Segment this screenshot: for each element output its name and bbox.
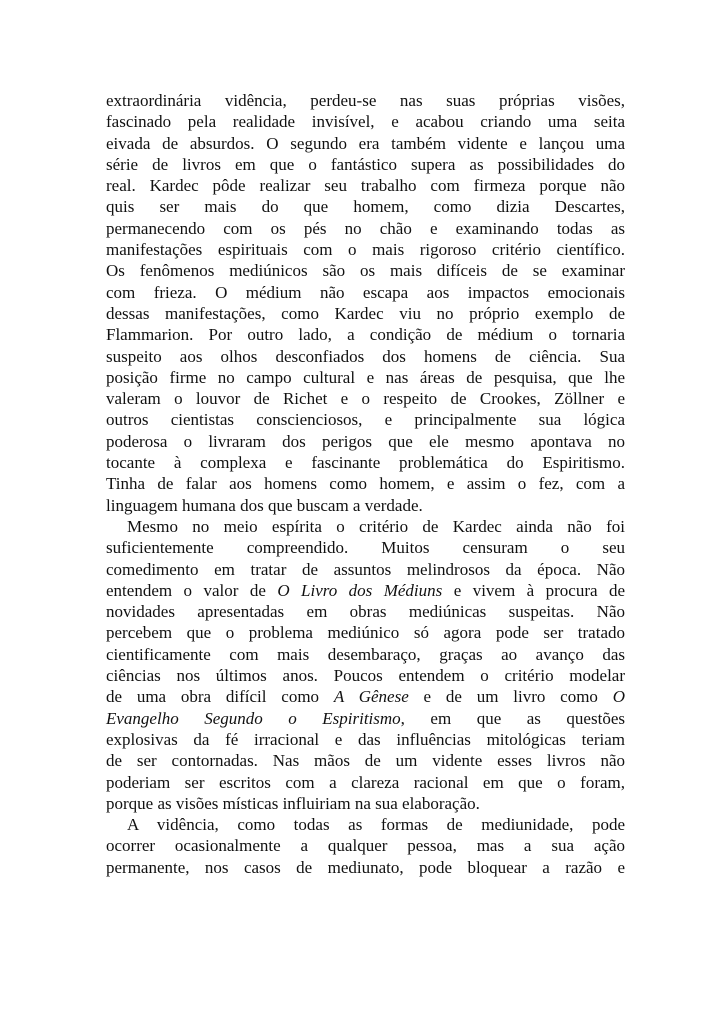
text-line: posição firme no campo cultural e nas áreas de pesquisa, que lhe: [106, 367, 625, 387]
text-segment: entendem o valor de: [106, 580, 278, 600]
book-title: Evangelho Segundo o Espiritismo: [106, 708, 401, 728]
book-title: O Livro dos Médiuns: [277, 580, 443, 600]
text-line: Flammarion. Por outro lado, a condição de médium o tornaria: [106, 325, 625, 345]
text-line: de ser contornadas. Nas mãos de um vidente esses livros não: [106, 751, 625, 771]
text-line: Tinha de falar aos homens como homem, e assim o fez, com a: [106, 474, 625, 494]
text-line: permanente, nos casos de mediunato, pode bloquear a razão e: [106, 857, 625, 877]
text-line: A vidência, como todas as formas de mediunidade, pode: [127, 815, 625, 835]
text-line: suspeito aos olhos desconfiados dos homens de ciência. Sua: [106, 346, 625, 366]
text-line: dessas manifestações, como Kardec viu no próprio exemplo de: [106, 303, 625, 323]
book-title: A Gênese: [333, 687, 409, 707]
text-line: permanecendo com os pés no chão e examinando todas as: [106, 218, 625, 238]
text-line: quis ser mais do que homem, como dizia Descartes,: [106, 197, 625, 217]
text-line: ocorrer ocasionalmente a qualquer pessoa, mas a sua ação: [106, 836, 625, 856]
paragraph-2: [106, 516, 625, 814]
text-line: real. Kardec pôde realizar seu trabalho com firmeza porque não: [106, 176, 625, 196]
paragraph-1: [106, 90, 625, 516]
text-line: cientificamente com mais desembaraço, graças ao avanço das: [106, 644, 625, 664]
book-title: O: [612, 687, 625, 707]
text-line: outros cientistas conscienciosos, e principalmente sua lógica: [106, 410, 625, 430]
text-line: novidades apresentadas em obras mediúnicas suspeitas. Não: [106, 602, 625, 622]
text-line: série de livros em que o fantástico supera as possibilidades do: [106, 154, 625, 174]
text-line: tocante à complexa e fascinante problemática do Espiritismo.: [106, 453, 625, 473]
text-line: eivada de absurdos. O segundo era também vidente e lançou uma: [106, 133, 625, 153]
text-line: com frieza. O médium não escapa aos impactos emocionais: [106, 282, 625, 302]
text-line: [106, 686, 625, 707]
text-segment: e de um livro como: [408, 687, 613, 707]
text-line: suficientemente compreendido. Muitos censuram o seu: [106, 538, 625, 558]
text-line: Mesmo no meio espírita o critério de Kardec ainda não foi: [127, 516, 625, 536]
text-segment: e vivem à procura de: [442, 580, 626, 600]
text-line: linguagem humana dos que buscam a verdade.: [106, 495, 423, 515]
page-body: [106, 90, 625, 878]
text-line: poderosa o livraram dos perigos que ele mesmo apontava no: [106, 431, 625, 451]
text-line: explosivas da fé irracional e das influências mitológicas teriam: [106, 729, 625, 749]
text-segment: , em que as questões: [400, 708, 625, 728]
text-line: ciências nos últimos anos. Poucos entendem o critério modelar: [106, 666, 625, 686]
text-line: extraordinária vidência, perdeu-se nas suas próprias visões,: [106, 91, 625, 110]
text-line: [106, 708, 625, 729]
text-line: comedimento em tratar de assuntos melindrosos da época. Não: [106, 559, 625, 579]
text-line: porque as visões místicas influiriam na sua elaboração.: [106, 793, 480, 813]
text-line: valeram o louvor de Richet e o respeito de Crookes, Zöllner e: [106, 389, 625, 409]
text-line: Os fenômenos mediúnicos são os mais difíceis de se examinar: [106, 261, 625, 281]
text-segment: de uma obra difícil como: [106, 687, 334, 707]
text-line: manifestações espirituais com o mais rigoroso critério científico.: [106, 240, 625, 260]
text-line: percebem que o problema mediúnico só agora pode ser tratado: [106, 623, 625, 643]
text-line: [106, 580, 625, 601]
text-line: fascinado pela realidade invisível, e acabou criando uma seita: [106, 112, 625, 132]
paragraph-3: [106, 814, 625, 878]
text-line: poderiam ser escritos com a clareza racional em que o foram,: [106, 772, 625, 792]
